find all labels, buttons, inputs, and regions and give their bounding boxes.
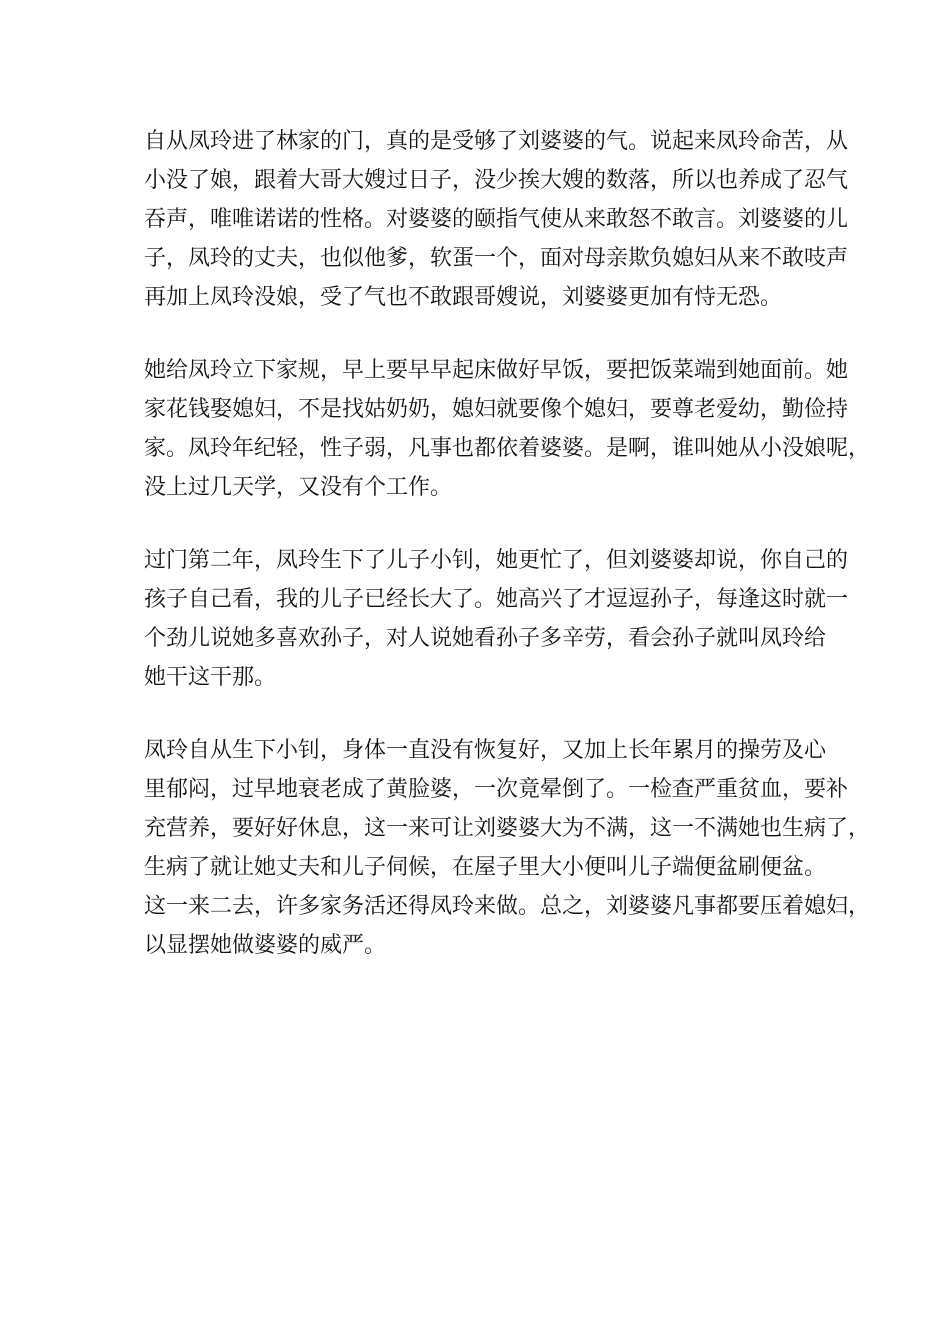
text-line: 她给凤玲立下家规，早上要早早起床做好早饭，要把饭菜端到她面前。她 — [144, 358, 849, 383]
text-line: 再加上凤玲没娘，受了气也不敢跟哥嫂说，刘婆婆更加有恃无恐。 — [144, 285, 783, 310]
text-line: 充营养，要好好休息，这一来可让刘婆婆大为不满，这一不满她也生病了， — [144, 816, 871, 841]
paragraph-2 — [144, 351, 871, 507]
text-line: 这一来二去，许多家务活还得凤玲来做。总之，刘婆婆凡事都要压着媳妇， — [144, 894, 871, 919]
text-line: 孩子自己看，我的儿子已经长大了。她高兴了才逗逗孙子，每逢这时就一 — [144, 587, 849, 612]
text-line: 家。凤玲年纪轻，性子弱，凡事也都依着婆婆。是啊，谁叫她从小没娘呢， — [144, 436, 871, 461]
text-line: 没上过几天学，又没有个工作。 — [144, 475, 453, 500]
text-line: 以显摆她做婆婆的威严。 — [144, 933, 387, 958]
text-line: 家花钱娶媳妇，不是找姑奶奶，媳妇就要像个媳妇，要尊老爱幼，勤俭持 — [144, 397, 849, 422]
text-line: 她干这干那。 — [144, 665, 277, 690]
document-body — [144, 122, 871, 999]
paragraph-3 — [144, 541, 849, 697]
text-line: 过门第二年，凤玲生下了儿子小钊，她更忙了，但刘婆婆却说，你自己的 — [144, 548, 849, 573]
text-line: 吞声，唯唯诺诺的性格。对婆婆的颐指气使从来敢怒不敢言。刘婆婆的儿 — [144, 207, 849, 232]
paragraph-1 — [144, 122, 849, 317]
text-line: 生病了就让她丈夫和儿子伺候，在屋子里大小便叫儿子端便盆刷便盆。 — [144, 855, 827, 880]
text-line: 小没了娘，跟着大哥大嫂过日子，没少挨大嫂的数落，所以也养成了忍气 — [144, 168, 849, 193]
paragraph-4 — [144, 731, 871, 965]
text-line: 子，凤玲的丈夫，也似他爹，软蛋一个，面对母亲欺负媳妇从来不敢吱声 — [144, 246, 849, 271]
text-line: 凤玲自从生下小钊，身体一直没有恢复好，又加上长年累月的操劳及心 — [144, 738, 827, 763]
text-line: 自从凤玲进了林家的门，真的是受够了刘婆婆的气。说起来凤玲命苦，从 — [144, 129, 849, 154]
text-line: 里郁闷，过早地衰老成了黄脸婆，一次竟晕倒了。一检查严重贫血，要补 — [144, 777, 849, 802]
text-line: 个劲儿说她多喜欢孙子，对人说她看孙子多辛劳，看会孙子就叫凤玲给 — [144, 626, 827, 651]
